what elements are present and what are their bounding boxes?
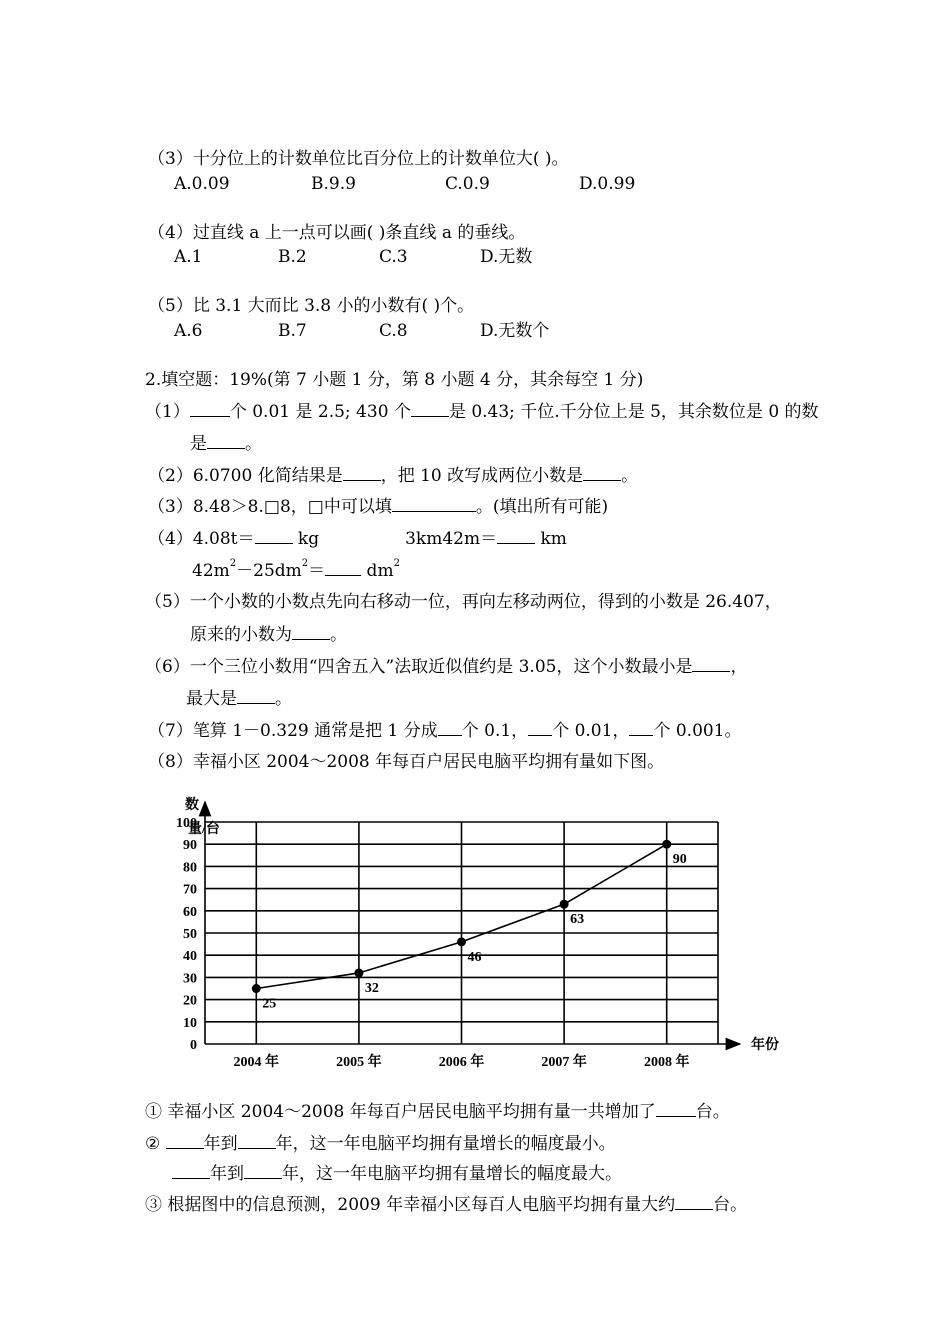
x-tick-label: 2004 年: [233, 1055, 280, 1070]
y-tick-label: 100: [176, 816, 197, 831]
data-label: 32: [364, 980, 379, 996]
blank[interactable]: [675, 1193, 713, 1210]
blank[interactable]: [411, 400, 449, 417]
q5-options: [174, 320, 549, 342]
chart-axes: [205, 802, 740, 1044]
x-tick-label: 2008 年: [643, 1055, 690, 1070]
sub-q1: ① 幸福小区 2004～2008 年每百户居民电脑平均拥有量一共增加了 台。: [145, 1102, 730, 1122]
blank[interactable]: [528, 719, 552, 736]
data-point: [662, 840, 671, 849]
blank[interactable]: [392, 495, 476, 512]
option-a[interactable]: A.0.09: [174, 174, 230, 194]
chart-grid: [205, 822, 718, 1044]
data-label: 25: [262, 996, 277, 1012]
option-b[interactable]: B.7: [278, 321, 307, 341]
data-label: 46: [467, 949, 482, 965]
blank[interactable]: [325, 559, 361, 576]
y-tick-label: 40: [183, 949, 197, 965]
blank[interactable]: [255, 527, 293, 544]
data-point: [457, 937, 466, 946]
fill-5-cont: 原来的小数为 。: [190, 625, 347, 645]
y-tick-label: 50: [183, 927, 197, 942]
fill-4-cont: $42m^2-25dm^2= dm^2$: [192, 558, 400, 581]
blank[interactable]: [166, 1132, 204, 1149]
y-tick-label: 60: [183, 904, 197, 920]
section-title: 2.填空题：19%(第 7 小题 1 分，第 8 小题 4 分，其余每空 1 分): [145, 370, 644, 390]
q4-options: [174, 246, 532, 268]
fill-1: （1） 个 0.01 是 2.5; 430 个 是 0.43; 千位.千分位上是 5，其余数位是 0 的数: [145, 402, 819, 422]
fill-5: （5）一个小数的小数点先向右移动一位，再向左移动两位，得到的小数是 26.407，: [145, 592, 782, 612]
fill-1-cont: 是 。: [190, 434, 262, 454]
blank[interactable]: [292, 623, 330, 640]
x-tick-label: 2005 年: [336, 1055, 382, 1070]
y-axis-unit: 量/台: [188, 822, 220, 837]
blank[interactable]: [656, 1100, 696, 1117]
y-tick-label: 0: [190, 1038, 197, 1053]
line-chart: [160, 790, 800, 1085]
data-point: [252, 984, 261, 993]
option-d[interactable]: D.0.99: [579, 174, 636, 194]
sub-q2b: 年到 年，这一年电脑平均拥有量增长的幅度最大。: [172, 1162, 622, 1185]
blank[interactable]: [237, 687, 275, 704]
y-tick-label: 30: [183, 971, 197, 987]
blank[interactable]: [692, 655, 730, 672]
option-a[interactable]: A.6: [174, 321, 203, 341]
data-point: [560, 900, 569, 909]
q4-stem: （4）过直线 a 上一点可以画( )条直线 a 的垂线。: [148, 223, 526, 243]
q3-stem: （3）十分位上的计数单位比百分位上的计数单位大( )。: [148, 149, 569, 169]
y-tick-label: 10: [183, 1015, 197, 1031]
data-label: 63: [570, 912, 585, 928]
fill-3: （3）8.48＞8.□8，□中可以填 。(填出所有可能): [148, 497, 609, 517]
fill-6-cont: 最大是 。: [186, 689, 292, 709]
sub-q3: ③ 根据图中的信息预测，2009 年幸福小区每百人电脑平均拥有量大约 台。: [145, 1195, 748, 1215]
data-label: 90: [672, 852, 687, 868]
blank[interactable]: [629, 719, 653, 736]
data-point: [354, 968, 363, 977]
blank[interactable]: [583, 464, 621, 481]
y-tick-label: 80: [183, 860, 197, 876]
x-tick-label: 2007 年: [541, 1055, 587, 1070]
fill-2: （2）6.0700 化简结果是 ，把 10 改写成两位小数是 。: [148, 466, 639, 486]
option-c[interactable]: C.3: [379, 247, 408, 267]
x-tick-label: 2006 年: [438, 1055, 485, 1070]
sub-q2: ② 年到 年，这一年电脑平均拥有量增长的幅度最小。: [145, 1134, 616, 1154]
y-tick-label: 70: [183, 882, 197, 898]
option-b[interactable]: B.2: [278, 247, 307, 267]
option-c[interactable]: C.8: [379, 321, 408, 341]
q5-stem: （5）比 3.1 大而比 3.8 小的小数有( )个。: [148, 296, 475, 316]
blank[interactable]: [172, 1162, 210, 1179]
blank[interactable]: [190, 400, 230, 417]
option-d[interactable]: D.无数: [480, 247, 533, 267]
option-b[interactable]: B.9.9: [311, 174, 356, 194]
blank[interactable]: [438, 719, 462, 736]
q3-options: [174, 173, 635, 195]
blank[interactable]: [238, 1132, 276, 1149]
fill-4: （4）4.08t＝ kg 3km42m＝ km: [148, 529, 567, 549]
y-tick-label: 90: [183, 838, 197, 854]
blank[interactable]: [207, 432, 245, 449]
option-d[interactable]: D.无数个: [480, 321, 550, 341]
blank[interactable]: [343, 464, 381, 481]
fill-6: （6）一个三位小数用“四舍五入”法取近似值约是 3.05，这个小数最小是 ，: [145, 657, 748, 677]
blank[interactable]: [497, 527, 535, 544]
fill-8: （8）幸福小区 2004～2008 年每百户居民电脑平均拥有量如下图。: [148, 752, 665, 772]
y-axis-title: 数: [185, 798, 199, 813]
option-a[interactable]: A.1: [174, 247, 203, 267]
option-c[interactable]: C.0.9: [445, 174, 490, 194]
y-tick-label: 20: [183, 993, 197, 1009]
fill-7: （7）笔算 1－0.329 通常是把 1 分成 个 0.1， 个 0.01， 个 0.001。: [148, 721, 742, 741]
x-axis-title: 年份: [751, 1038, 779, 1053]
blank[interactable]: [244, 1162, 282, 1179]
